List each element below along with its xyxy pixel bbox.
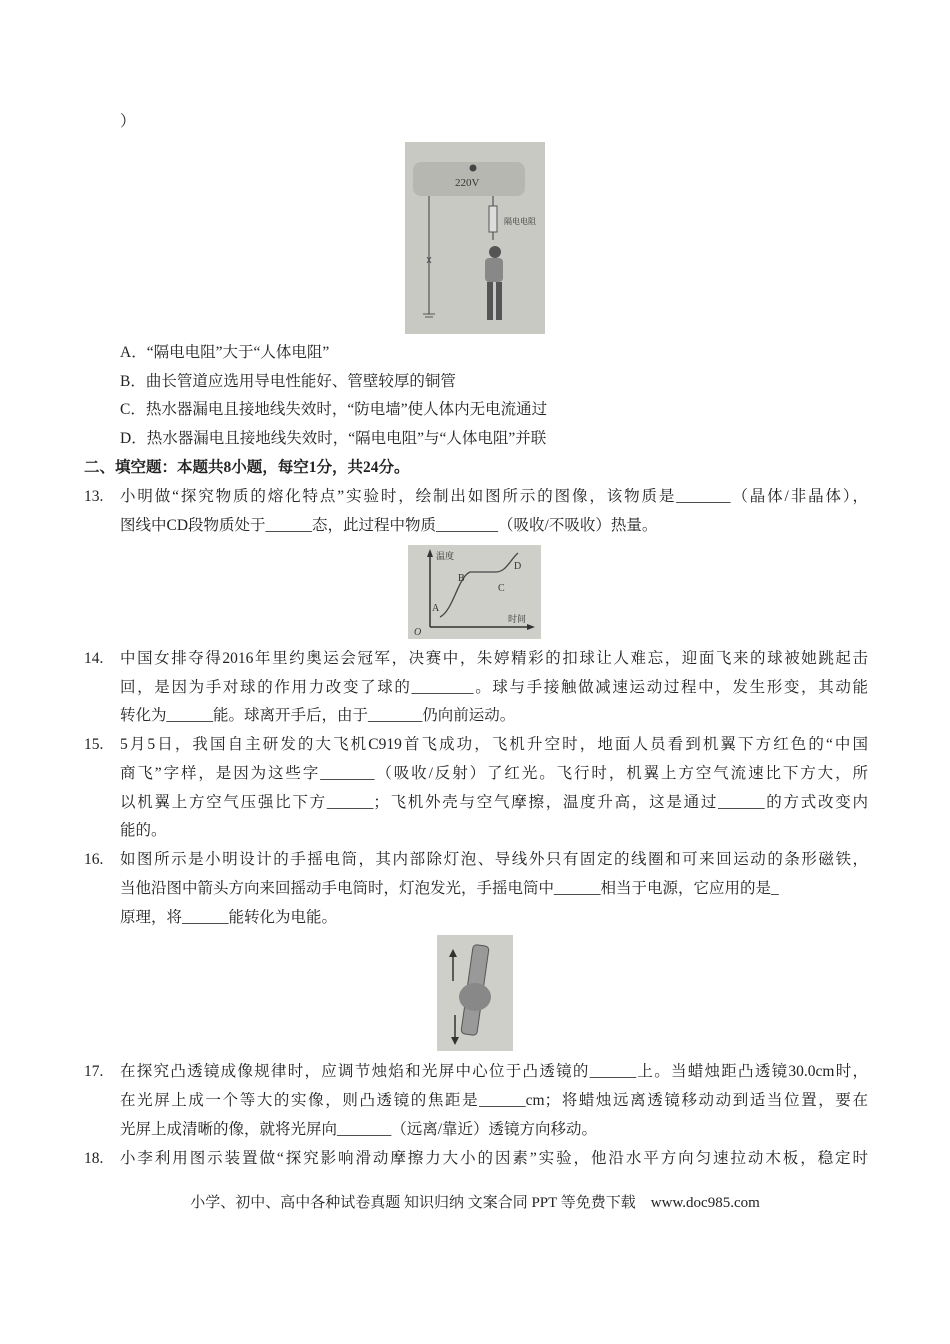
question-number: 15.: [84, 736, 104, 753]
question-line: 在光屏上成一个等大的实像，则凸透镜的焦距是______cm；将蜡烛远离透镜移动动到适当位置，要在: [120, 1092, 868, 1109]
question-line: 中国女排夺得2016年里约奥运会冠军，决赛中，朱婷精彩的扣球让人难忘，迎面飞来的球被她跳起击: [120, 650, 868, 667]
question-line: 小明做“探究物质的熔化特点”实验时，绘制出如图所示的图像，该物质是_______（晶体/非晶体），: [120, 488, 868, 505]
question-line: 光屏上成清晰的像，就将光屏向_______（远离/靠近）透镜方向移动。: [120, 1121, 598, 1138]
question-number: 13.: [84, 488, 104, 505]
point-c-label: C: [498, 583, 505, 594]
point-d-label: D: [514, 561, 522, 572]
question-line: 以机翼上方空气压强比下方______；飞机外壳与空气摩擦，温度升高，这是通过______的方式改变内: [120, 794, 868, 811]
x-axis-label: 时间: [508, 614, 527, 624]
continuation-bracket: ）: [120, 113, 136, 130]
footer-download-link[interactable]: 小学、初中、高中各种试卷真题 知识归纳 文案合同 PPT 等免费下载 www.doc985.com: [190, 1195, 760, 1211]
question-number: 14.: [84, 650, 104, 667]
question-line: 商飞”字样，是因为这些字_______（吸收/反射）了红光。飞行时，机翼上方空气流速比下方大，所: [120, 765, 868, 782]
option-d: D．热水器漏电且接地线失效时，“隔电电阻”与“人体电阻”并联: [120, 430, 547, 447]
question-line: 能的。: [120, 822, 167, 839]
question-number: 18.: [84, 1150, 104, 1167]
y-axis-label: 温度: [436, 551, 455, 561]
question-line: 原理，将______能转化为电能。: [120, 909, 338, 926]
option-b: B．曲长管道应选用导电性能好、管壁较厚的铜管: [120, 373, 456, 390]
section-header: 二、填空题：本题共8小题，每空1分，共24分。: [84, 459, 410, 476]
melting-curve-figure: [408, 545, 541, 639]
question-line: 小李利用图示装置做“探究影响滑动摩擦力大小的因素”实验，他沿水平方向匀速拉动木板，稳定时: [120, 1150, 868, 1167]
question-line: 转化为______能。球离开手后，由于_______仍向前运动。: [120, 707, 516, 724]
point-b-label: B: [458, 573, 465, 584]
option-c: C．热水器漏电且接地线失效时，“防电墙”使人体内无电流通过: [120, 401, 548, 418]
water-heater-circuit-figure: [405, 142, 545, 334]
resistor-label: 隔电电阻: [504, 217, 536, 226]
origin-label: O: [414, 627, 422, 638]
question-line: 图线中CD段物质处于______态，此过程中物质________（吸收/不吸收）热量。: [120, 517, 658, 534]
question-line: 5月5日，我国自主研发的大飞机C919首飞成功，飞机升空时，地面人员看到机翼下方红色的“中国: [120, 736, 868, 753]
question-line: 当他沿图中箭头方向来回摇动手电筒时，灯泡发光，手摇电筒中______相当于电源，它应用的是_: [120, 880, 779, 897]
question-number: 16.: [84, 851, 104, 868]
hand-shape: [459, 983, 491, 1011]
question-line: 回，是因为手对球的作用力改变了球的________。球与手接触做减速运动过程中，发生形变，其动能: [120, 679, 868, 696]
voltage-label: 220V: [455, 177, 480, 189]
question-line: 如图所示是小明设计的手摇电筒，其内部除灯泡、导线外只有固定的线圈和可来回运动的条形磁铁，: [120, 851, 868, 868]
question-line: 在探究凸透镜成像规律时，应调节烛焰和光屏中心位于凸透镜的______上。当蜡烛距凸透镜30.0cm时，: [120, 1063, 868, 1080]
point-a-label: A: [432, 603, 440, 614]
shake-flashlight-figure: [437, 935, 513, 1051]
question-number: 17.: [84, 1063, 104, 1080]
resistor-symbol: [489, 206, 497, 232]
option-a: A．“隔电电阻”大于“人体电阻”: [120, 344, 330, 361]
